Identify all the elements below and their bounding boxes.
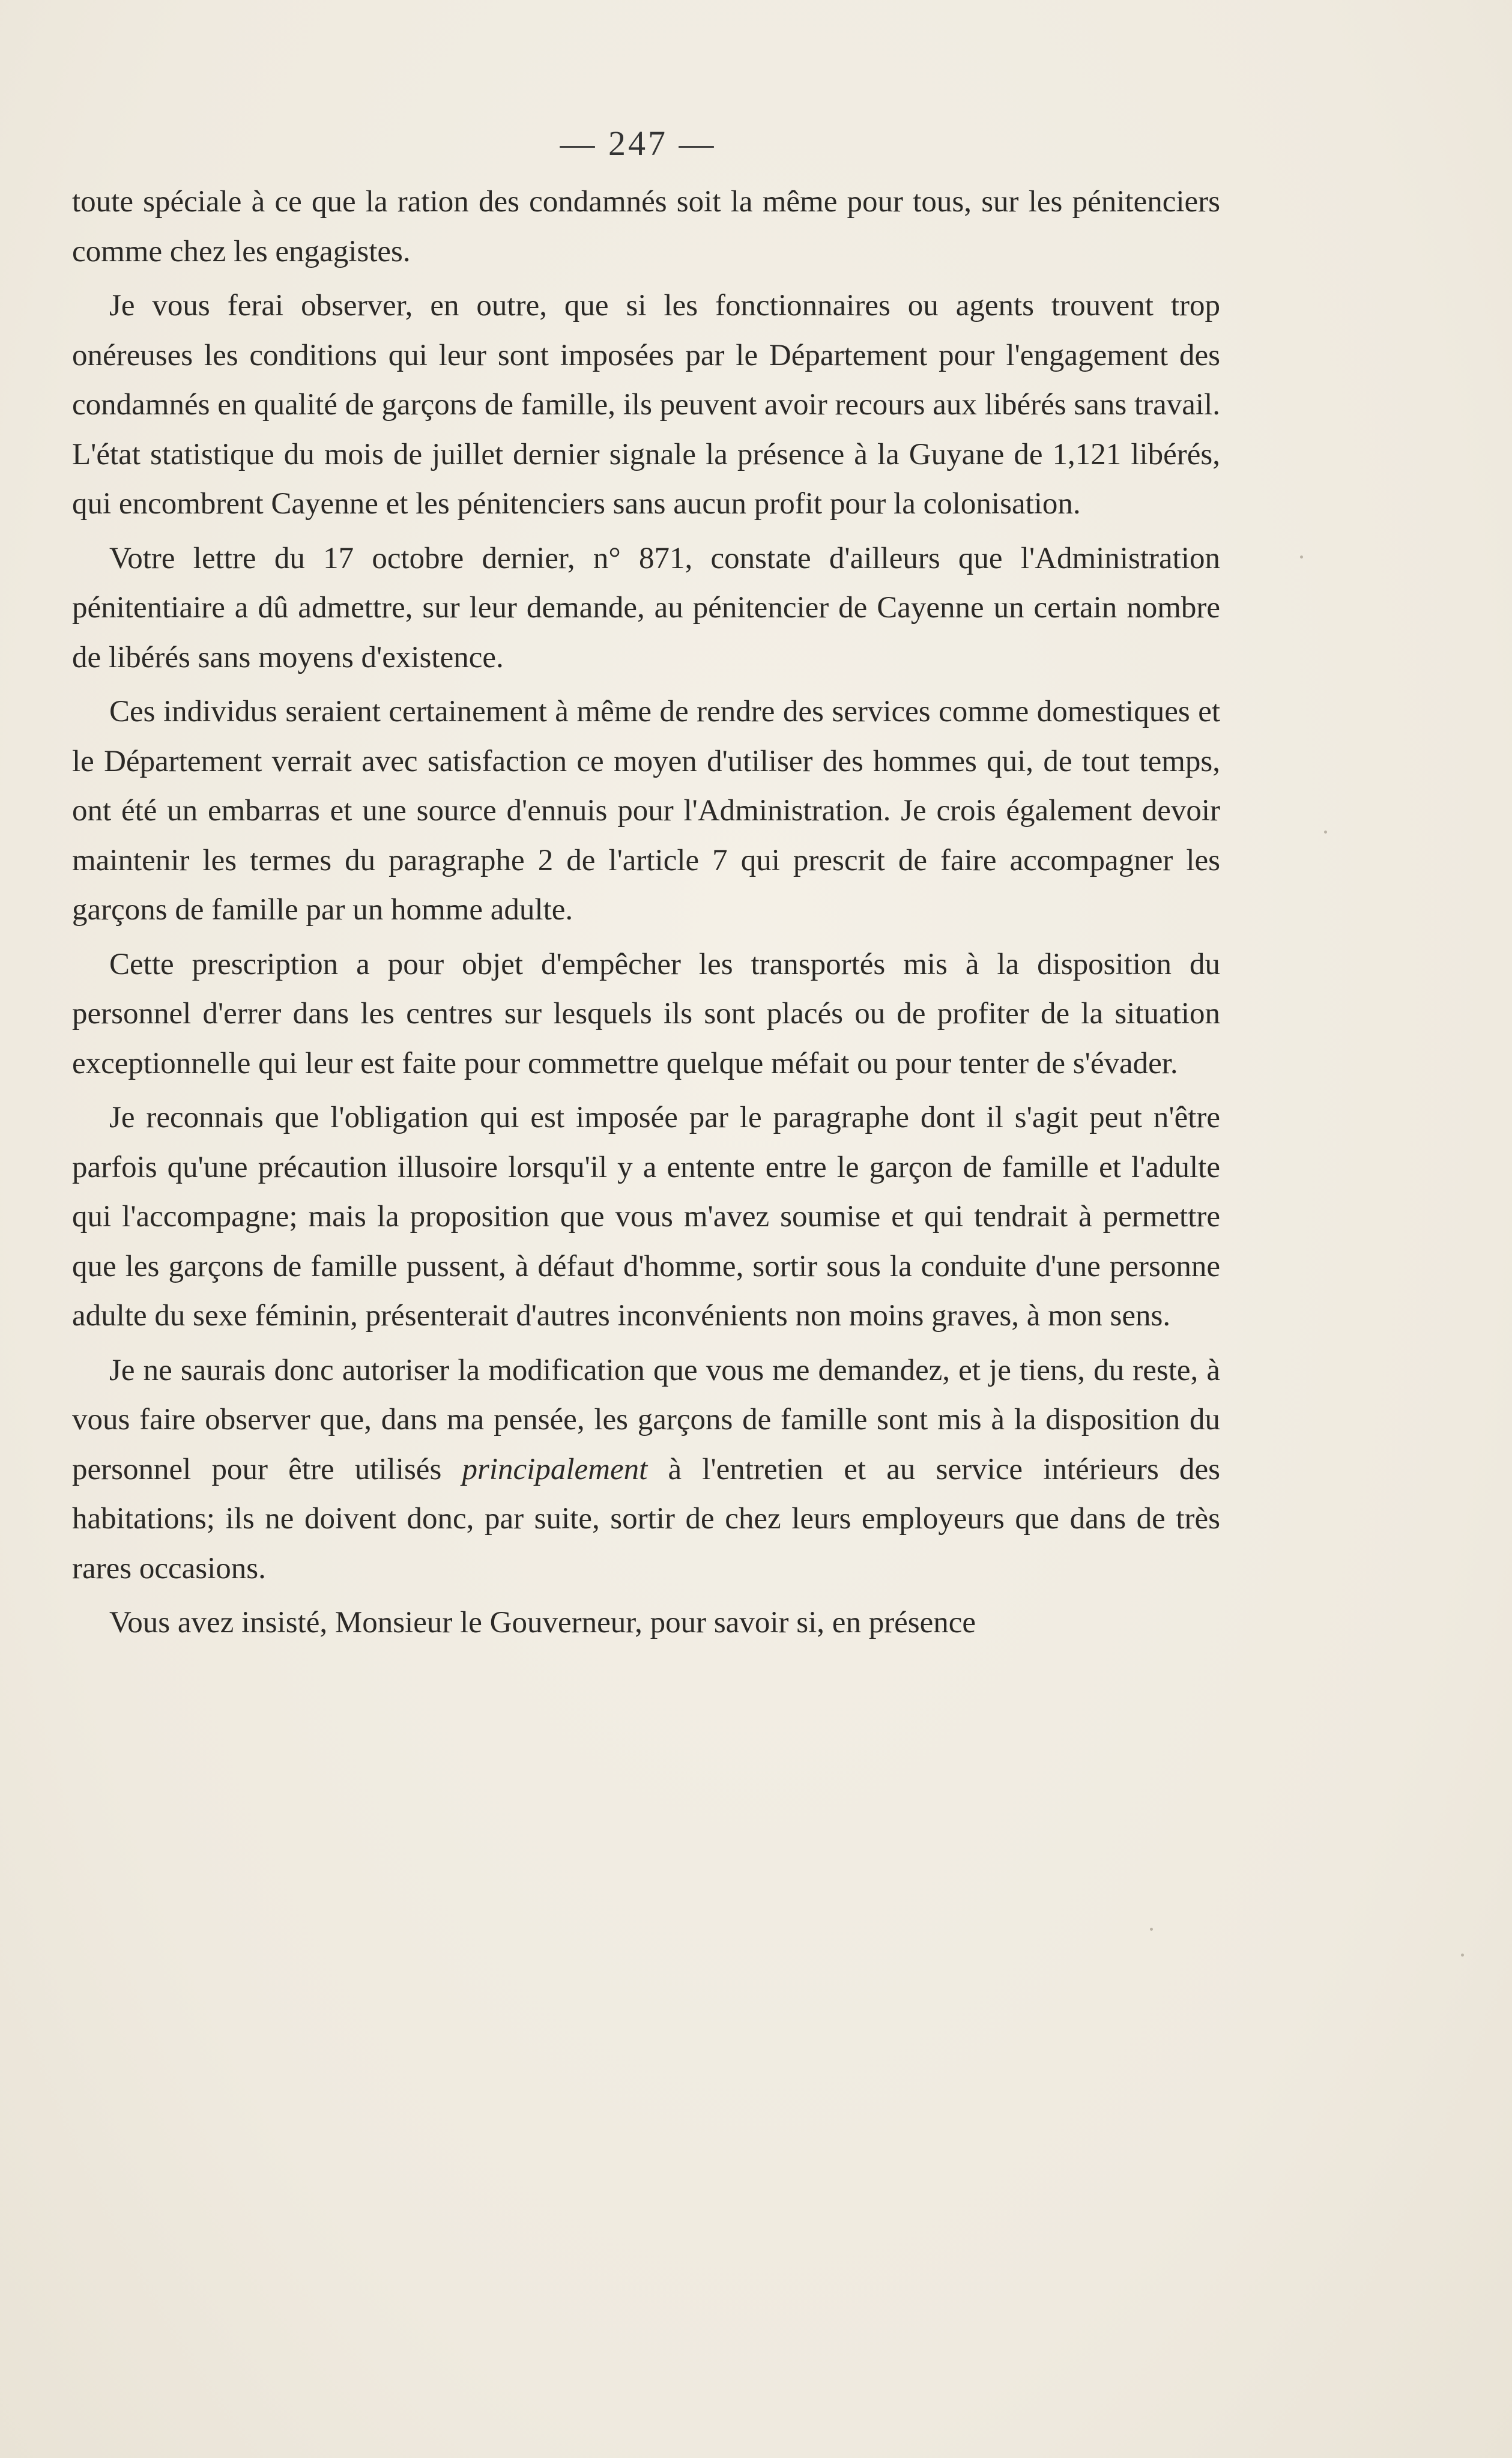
paragraph-7-text-after: à l'entretien et au service intérieurs des habitations; ils ne doivent donc, par suite, sortir de chez leurs employeurs que dans de très rares occasions.: [72, 1452, 1220, 1585]
paragraph-7-text-before: Je ne saurais donc autoriser la modification que vous me demandez, et je tiens, du reste, à vous faire observer que, dans ma pensée, les garçons de famille sont mis à la disposition du personnel pour être utilisés: [72, 1353, 1220, 1486]
paper-speck: [1461, 1954, 1464, 1957]
page-number: — 247 —: [560, 124, 716, 163]
paragraph-8: Vous avez insisté, Monsieur le Gouverneur, pour savoir si, en présence: [109, 1606, 976, 1639]
body-text: [72, 177, 1220, 1653]
paragraph-2: Je vous ferai observer, en outre, que si les fonctionnaires ou agents trouvent trop onéreuses les conditions qui leur sont imposées par le Département pour l'engagement des condamnés en qualité de garçons de famille, ils peuvent avoir recours aux libérés sans travail. L'état statistique du mois de juillet dernier signale la présence à la Guyane de 1,121 libérés, qui encombrent Cayenne et les pénitenciers sans aucun profit pour la colonisation.: [72, 289, 1220, 521]
paragraph-4: Ces individus seraient certainement à même de rendre des services comme domestiques et le Département verrait avec satisfaction ce moyen d'utiliser des hommes qui, de tout temps, ont été un embarras et une source d'ennuis pour l'Administration. Je crois également devoir maintenir les termes du paragraphe 2 de l'article 7 qui prescrit de faire accompagner les garçons de famille par un homme adulte.: [72, 695, 1220, 927]
paragraph-3: Votre lettre du 17 octobre dernier, n° 871, constate d'ailleurs que l'Administration pénitentiaire a dû admettre, sur leur demande, au pénitencier de Cayenne un certain nombre de libérés sans moyens d'existence.: [72, 541, 1220, 674]
paper-speck: [1300, 555, 1303, 558]
paragraph-7: [72, 1346, 1220, 1594]
paragraph-6: Je reconnais que l'obligation qui est imposée par le paragraphe dont il s'agit peut n'être parfois qu'une précaution illusoire lorsqu'il y a entente entre le garçon de famille et l'adulte qui l'accompagne; mais la proposition que vous m'avez soumise et qui tendrait à permettre que les garçons de famille pussent, à défaut d'homme, sortir sous la conduite d'une personne adulte du sexe féminin, présenterait d'autres inconvénients non moins graves, à mon sens.: [72, 1101, 1220, 1333]
paragraph-5: Cette prescription a pour objet d'empêcher les transportés mis à la disposition du personnel d'errer dans les centres sur lesquels ils sont placés ou de profiter de la situation exceptionnelle qui leur est faite pour commettre quelque méfait ou pour tenter de s'évader.: [72, 947, 1220, 1080]
paper-speck: [1150, 1928, 1153, 1931]
paragraph-7-italic-word: principalement: [462, 1452, 648, 1486]
paper-speck: [1324, 831, 1327, 834]
paragraph-1: toute spéciale à ce que la ration des condamnés soit la même pour tous, sur les pénitenciers comme chez les engagistes.: [72, 185, 1220, 268]
